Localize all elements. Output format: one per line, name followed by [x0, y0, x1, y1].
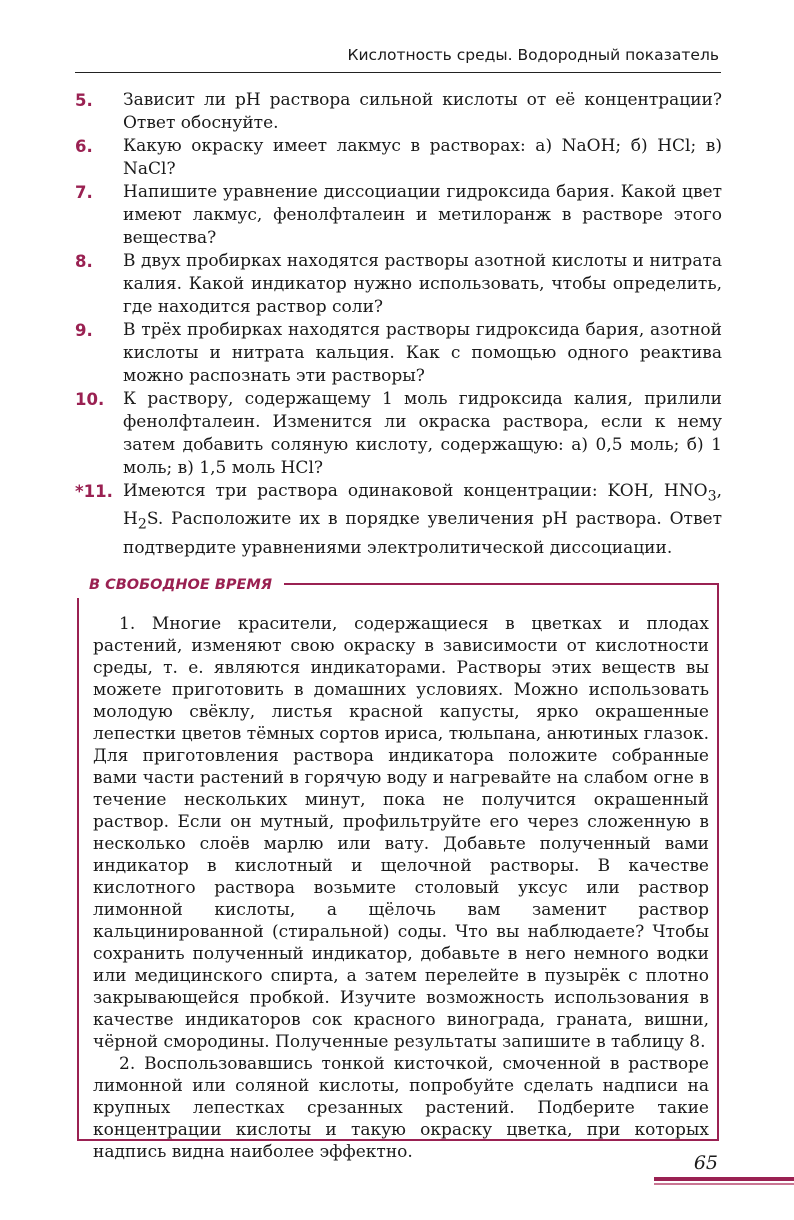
running-title: Кислотность среды. Водородный показатель: [347, 46, 719, 64]
question-item: [75, 181, 722, 250]
question-text: [123, 480, 722, 560]
question-number: 8.: [75, 252, 93, 271]
box-title: В СВОБОДНОЕ ВРЕМЯ: [77, 572, 284, 598]
question-text: Какую окраску имеет лакмус в растворах: а) NaOH; б) HCl; в) NaCl?: [123, 136, 722, 179]
question-item: [75, 319, 722, 388]
question-text: Зависит ли pH раствора сильной кислоты от её концентрации? Ответ обоснуйте.: [123, 90, 722, 133]
box-content: [93, 613, 709, 1163]
page-number: 65: [693, 1152, 718, 1174]
question-item: [75, 135, 722, 181]
question-text-part: Имеются три раствора одинаковой концентрации: KOH, HNO: [123, 481, 708, 501]
footer-bar-thin: [654, 1183, 794, 1185]
question-number: 10.: [75, 390, 105, 409]
question-item: [75, 250, 722, 319]
question-text-part: S. Расположите их в порядке увеличения pH раствора. Ответ подтвердите уравнениями электролитической диссоциации.: [123, 509, 722, 558]
subscript: 2: [137, 516, 147, 533]
question-item: [75, 388, 722, 480]
questions-list: [75, 89, 722, 560]
question-number: 9.: [75, 321, 93, 340]
question-text: Напишите уравнение диссоциации гидроксида бария. Какой цвет имеют лакмус, фенолфталеин и метилоранж в растворе этого вещества?: [123, 182, 722, 248]
question-text: К раствору, содержащему 1 моль гидроксида калия, прилили фенолфталеин. Изменится ли окраска раствора, если к нему затем добавить соляную кислоту, содержащую: а) 0,5 моль; б) 1 моль; в) 1,5 моль HCl?: [123, 389, 722, 478]
question-text-part: , H: [123, 481, 722, 530]
question-number: 6.: [75, 137, 93, 156]
question-text: В двух пробирках находятся растворы азотной кислоты и нитрата калия. Какой индикатор нужно использовать, чтобы определить, где находится раствор соли?: [123, 251, 722, 317]
header-rule: [75, 72, 721, 73]
question-text: В трёх пробирках находятся растворы гидроксида бария, азотной кислоты и нитрата кальция. Как с помощью одного реактива можно распознать эти растворы?: [123, 320, 722, 386]
footer-bar: [654, 1177, 794, 1181]
question-number: 7.: [75, 183, 93, 202]
question-item: [75, 480, 722, 560]
subscript: 3: [707, 488, 717, 505]
box-paragraph: 1. Многие красители, содержащиеся в цветках и плодах растений, изменяют свою окраску в зависимости от кислотности среды, т. е. являются индикаторами. Растворы этих веществ вы можете приготовить в домашних условиях. Можно использовать молодую свёклу, листья красной капусты, ярко окрашенные лепестки цветов тёмных сортов ириса, тюльпана, анютиных глазок. Для приготовления раствора индикатора положите собранные вами части растений в горячую воду и нагревайте на слабом огне в течение нескольких минут, пока не получится окрашенный раствор. Если он мутный, профильтруйте его через сложенную в несколько слоёв марлю или вату. Добавьте полученный вами индикатор в кислотный и щелочной растворы. В качестве кислотного раствора возьмите столовый уксус или раствор лимонной кислоты, а щёлочь вам заменит раствор кальцинированной (стиральной) соды. Что вы наблюдаете? Чтобы сохранить полученный индикатор, добавьте в него немного водки или медицинского спирта, а затем перелейте в пузырёк с плотно закрывающейся пробкой. Изучите возможность использования в качестве индикаторов сок красного винограда, граната, вишни, чёрной смородины. Полученные результаты запишите в таблицу 8.: [93, 614, 709, 1052]
free-time-box: [77, 577, 719, 1162]
box-paragraph: 2. Воспользовавшись тонкой кисточкой, смоченной в растворе лимонной или соляной кислоты, попробуйте сделать надписи на крупных лепестках срезанных растений. Подберите такие концентрации кислоты и такую окраску цветка, при которых надпись видна наиболее эффектно.: [93, 1054, 709, 1162]
question-number: 5.: [75, 91, 93, 110]
question-item: [75, 89, 722, 135]
question-number: *11.: [75, 482, 113, 501]
